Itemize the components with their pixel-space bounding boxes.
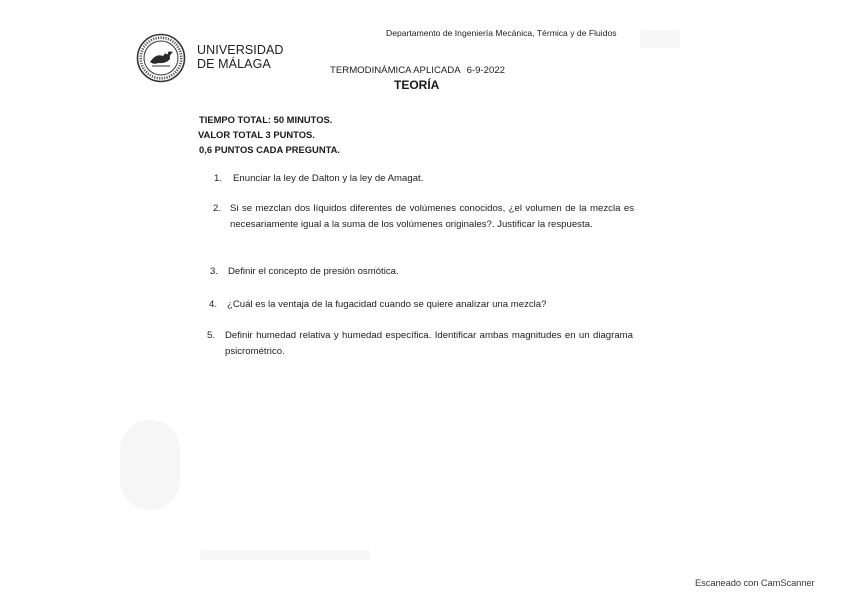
question-text: Definir humedad relativa y humedad específica. Identificar ambas magnitudes en un diagrama psicrométrico. — [225, 330, 633, 357]
department-name: Departamento de Ingeniería Mecánica, Térmica y de Fluidos — [386, 28, 617, 38]
total-value: VALOR TOTAL 3 PUNTOS. — [198, 129, 315, 140]
exam-date: 6-9-2022 — [466, 65, 506, 76]
question-number: 2. — [213, 203, 222, 214]
scan-shadow — [120, 420, 180, 510]
question-3 — [210, 264, 634, 280]
scan-shadow — [640, 30, 680, 48]
course-title: TERMODINÁMICA APLICADA — [330, 65, 461, 76]
question-number: 5. — [207, 330, 216, 341]
university-name-line2: DE MÁLAGA — [197, 57, 271, 71]
university-name-line1: UNIVERSIDAD — [197, 43, 284, 57]
scan-shadow — [200, 550, 370, 560]
question-text: ¿Cuál es la ventaja de la fugacidad cuando se quiere analizar una mezcla? — [227, 299, 547, 310]
question-text: Enunciar la ley de Dalton y la ley de Amagat. — [233, 173, 424, 184]
university-seal-icon — [136, 33, 186, 83]
question-5 — [207, 328, 635, 362]
question-number: 4. — [209, 299, 218, 310]
course-line — [330, 65, 505, 76]
scanner-watermark: Escaneado con CamScanner — [695, 577, 815, 588]
question-text: Si se mezclan dos líquidos diferentes de volúmenes conocidos, ¿el volumen de la mezcla es necesariamente igual a la suma de los volúmenes originales?. Justificar la respuesta. — [230, 203, 634, 230]
question-4 — [209, 297, 635, 313]
exam-info — [199, 112, 340, 157]
university-name — [197, 43, 284, 71]
total-time: TIEMPO TOTAL: 50 MINUTOS. — [199, 114, 333, 125]
question-1 — [214, 171, 634, 187]
points-each: 0,6 PUNTOS CADA PREGUNTA. — [199, 144, 340, 155]
question-2 — [213, 201, 635, 249]
question-text: Definir el concepto de presión osmótica. — [228, 266, 399, 277]
question-number: 1. — [214, 173, 223, 184]
question-number: 3. — [210, 266, 219, 277]
section-title: TEORÍA — [394, 78, 440, 92]
